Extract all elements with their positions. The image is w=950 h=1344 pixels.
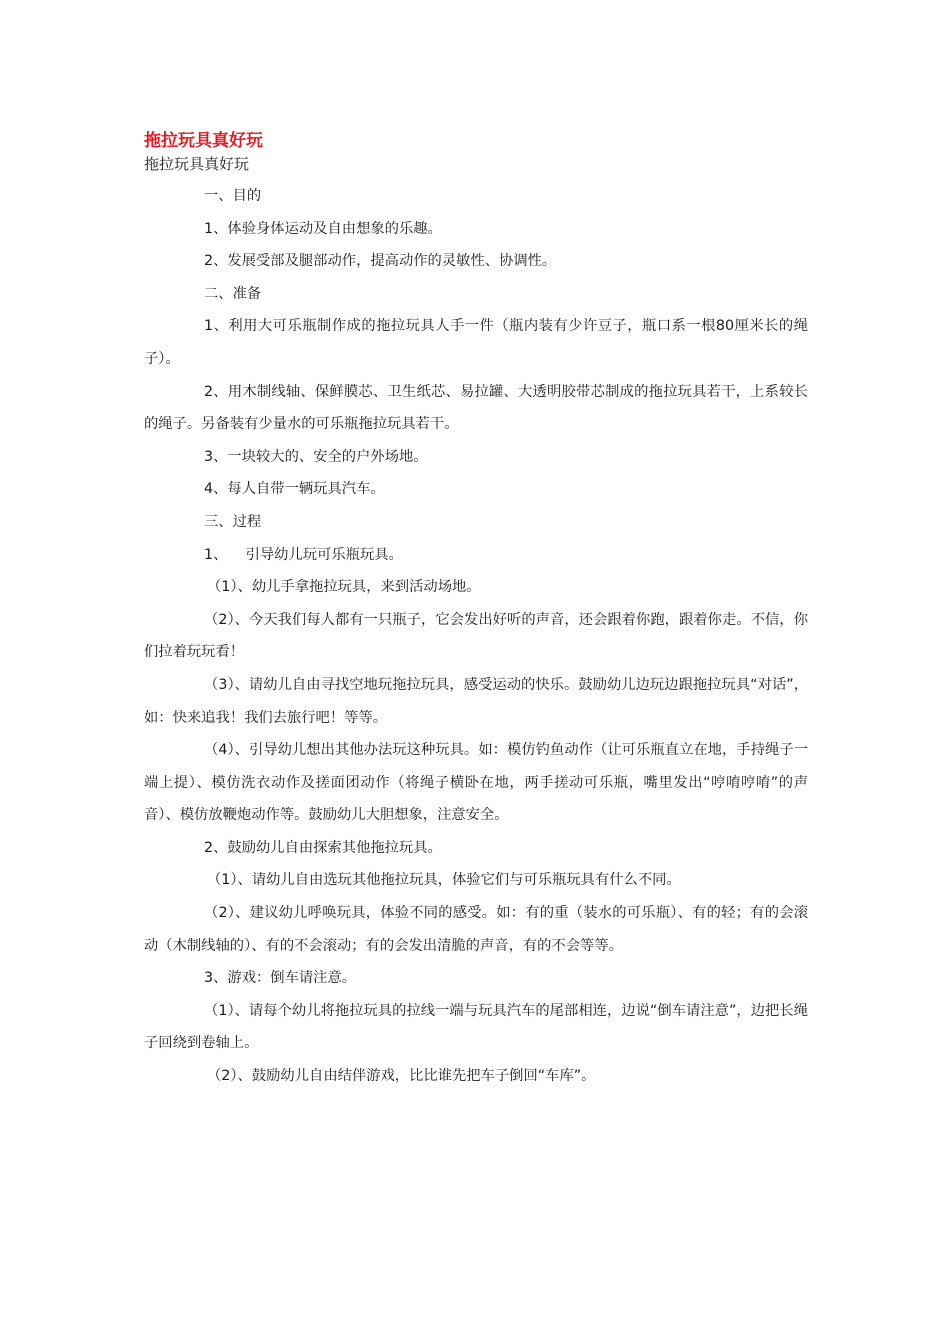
paragraph: 1、利用大可乐瓶制作成的拖拉玩具人手一件（瓶内装有少许豆子，瓶口系一根80厘米长的绳子）。 [144, 318, 808, 367]
paragraph: （3）、请幼儿自由寻找空地玩拖拉玩具，感受运动的快乐。鼓励幼儿边玩边跟拖拉玩具“对话”，如：快来追我！我们去旅行吧！等等。 [144, 676, 808, 726]
paragraph: （2）、今天我们每人都有一只瓶子，它会发出好听的声音，还会跟着你跑，跟着你走。不信，你们拉着玩玩看！ [144, 611, 808, 661]
section-heading-goal: 一、目的 [204, 188, 262, 204]
paragraph: 2、发展受部及腿部动作，提高动作的灵敏性、协调性。 [204, 253, 557, 270]
paragraph: （2）、鼓励幼儿自由结伴游戏，比比谁先把车子倒回“车库”。 [207, 1068, 596, 1085]
document-subtitle: 拖拉玩具真好玩 [144, 155, 250, 173]
paragraph: 3、一块较大的、安全的户外场地。 [204, 448, 428, 465]
document-body [144, 180, 808, 1093]
paragraph: 2、鼓励幼儿自由探索其他拖拉玩具。 [204, 839, 442, 856]
paragraph: （1）、请每个幼儿将拖拉玩具的拉线一端与玩具汽车的尾部相连，边说“倒车请注意”，边把长绳子回绕到卷轴上。 [144, 1002, 808, 1052]
section-heading-process: 三、过程 [204, 513, 262, 530]
paragraph: （4）、引导幼儿想出其他办法玩这种玩具。如：模仿钓鱼动作（让可乐瓶直立在地，手持绳子一端上提）、模仿洗衣动作及搓面团动作（将绳子横卧在地，两手搓动可乐瓶，嘴里发出“哼唷哼唷”的声音）、模仿放鞭炮动作等。鼓励幼儿大胆想象，注意安全。 [144, 742, 808, 824]
paragraph: 1、 引导幼儿玩可乐瓶玩具。 [204, 546, 403, 563]
paragraph: （1）、请幼儿自由选玩其他拖拉玩具，体验它们与可乐瓶玩具有什么不同。 [207, 872, 681, 889]
paragraph: （2）、建议幼儿呼唤玩具，体验不同的感受。如：有的重（装水的可乐瓶）、有的轻；有的会滚动（木制线轴的）、有的不会滚动；有的会发出清脆的声音，有的不会等等。 [144, 905, 808, 954]
paragraph: 4、每人自带一辆玩具汽车。 [204, 481, 385, 498]
paragraph: 1、体验身体运动及自由想象的乐趣。 [204, 220, 442, 237]
paragraph: 3、游戏：倒车请注意。 [204, 970, 357, 987]
document-title: 拖拉玩具真好玩 [144, 131, 263, 151]
paragraph: （1）、幼儿手拿拖拉玩具，来到活动场地。 [207, 579, 481, 596]
paragraph: 2、用木制线轴、保鲜膜芯、卫生纸芯、易拉罐、大透明胶带芯制成的拖拉玩具若干，上系较长的绳子。另备装有少量水的可乐瓶拖拉玩具若干。 [144, 383, 808, 433]
section-heading-preparation: 二、准备 [204, 285, 262, 302]
